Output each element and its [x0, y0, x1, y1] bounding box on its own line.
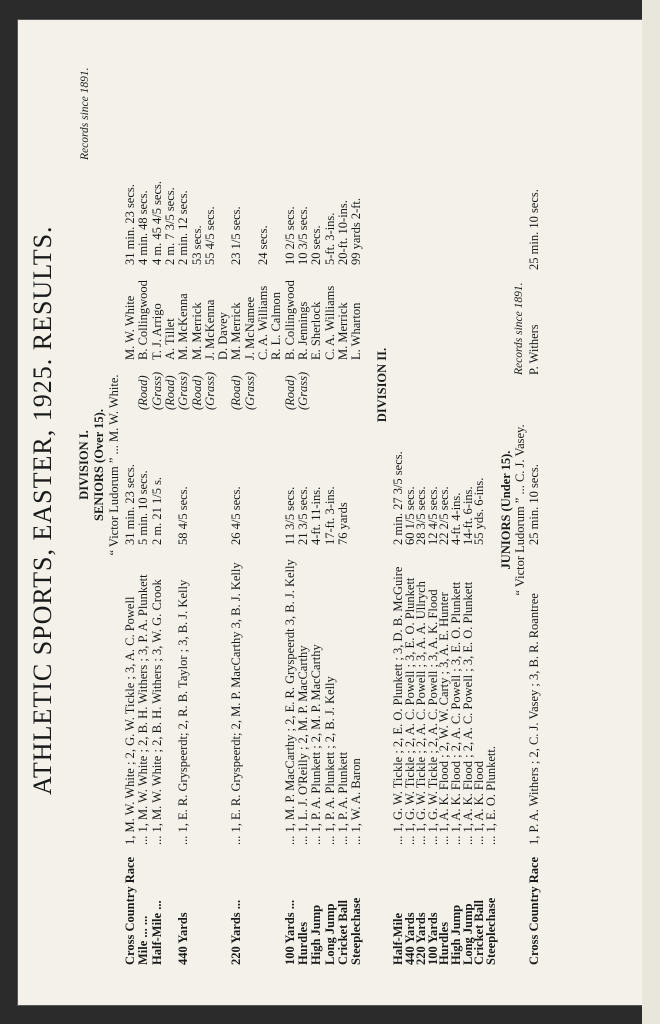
row-rec-holder: J. McKenna: [202, 299, 217, 360]
row-rec-type: (Road): [136, 375, 151, 410]
row-event: Mile ... ...: [136, 915, 151, 965]
row-placings: ... 1, P. A. Plunkett ; 2, B. J. Kelly: [322, 676, 337, 845]
juniors-victor: “ Victor Ludorum ” ... C. J. Vasey.: [513, 424, 527, 596]
page-title: ATHLETIC SPORTS, EASTER, 1925. RESULTS.: [28, 225, 57, 795]
row-result: 76 yards: [335, 502, 350, 545]
row-event: Half-Mile ...: [149, 900, 164, 965]
row-result: 60 1/5 secs.: [402, 486, 417, 545]
row-event: High Jump: [449, 904, 463, 965]
div1-sub: SENIORS (Over 15).: [92, 409, 106, 521]
row-event: Hurdles: [295, 921, 310, 965]
row-event: 440 Yards: [402, 912, 417, 965]
row-rec-holder: B. Collingwood: [282, 280, 297, 360]
row-placings: ... 1, G. W. Tickle ; 2, A. C. Powell ; 3, A. K. Flood: [425, 589, 440, 845]
row-event: Cricket Ball: [335, 900, 350, 965]
row-rec-value: 20 secs.: [309, 225, 324, 265]
row-rec-holder: R. L. Calmon: [269, 291, 284, 360]
row-rec-value: 4 m. 45 4/5 secs.: [149, 180, 164, 265]
juniors-rec-holder: P. Withers: [527, 324, 541, 375]
row-result: 31 min. 23 secs.: [123, 464, 137, 545]
page-edge: [642, 0, 660, 1024]
row-rec-value: 24 secs.: [256, 225, 270, 265]
row-placings: ... 1, L. J. O'Reilly ; 2, M. P. MacCarthy: [295, 645, 310, 845]
div1-victor: “ Victor Ludorum ” ... M. W. White.: [107, 374, 121, 556]
row-placings: ... 1, A. K. Flood: [472, 760, 487, 845]
row-rec-holder: C. A. Williams: [256, 285, 270, 360]
row-placings: ... 1, A. K. Flood ; 2, A. C. Powell ; 3, E. O. Plunkett: [460, 581, 475, 845]
row-rec-holder: D. Davey: [216, 312, 231, 360]
row-placings: ... 1, G. W. Tickle ; 2, A. C. Powell ; 3, E. O. Plunkett: [402, 577, 417, 845]
juniors-heading: JUNIORS (Under 15).: [499, 450, 513, 570]
row-event: Cricket Ball: [472, 900, 487, 965]
div2-heading: DIVISION II.: [375, 347, 389, 423]
row-rec-holder: A. Tillet: [162, 318, 177, 360]
row-rec-value: 2 m. 7 3/5 secs.: [162, 187, 177, 265]
row-event: 220 Yards ...: [229, 899, 244, 965]
row-placings: ... 1, A. K. Flood ; 2, W. W. Carty ; 3, A. E. Hunter: [437, 592, 452, 845]
row-placings: ... 1, G. W. Tickle ; 2, E. O. Plunkett ; 3, D. B. McGuire: [391, 566, 405, 845]
row-rec-value: 53 secs.: [189, 225, 204, 265]
row-result: 14-ft. 6-ins.: [460, 486, 475, 545]
juniors-rec-value: 25 min. 10 secs.: [527, 189, 541, 270]
row-placings: ... 1, M. P. MacCarthy ; 2, E. R. Gryspeerdt 3, B. J. Kelly: [282, 559, 297, 845]
row-event: 440 Yards: [176, 912, 191, 965]
row-result: 21 3/5 secs.: [295, 486, 310, 545]
div1-heading: DIVISION I.: [77, 430, 91, 500]
row-rec-holder: M. W. White: [123, 295, 137, 360]
row-rec-holder: B. Collingwood: [136, 280, 151, 360]
row-rec-value: 2 min. 12 secs.: [176, 190, 191, 265]
row-rec-value: 31 min. 23 secs.: [123, 184, 137, 265]
row-result: 28 3/5 secs.: [414, 486, 429, 545]
row-event: 100 Yards ...: [282, 899, 297, 965]
row-event: 220 Yards: [414, 912, 429, 965]
juniors-result: 25 min. 10 secs.: [527, 464, 541, 545]
row-rec-value: 10 2/5 secs.: [282, 206, 297, 265]
row-rec-type: (Road): [229, 375, 244, 410]
row-rec-holder: M. Merrick: [335, 302, 350, 360]
row-rec-holder: M. Merrick: [189, 302, 204, 360]
row-rec-value: 20-ft. 10-ins.: [335, 200, 350, 265]
row-event: Half-Mile: [391, 912, 405, 965]
row-result: 4-ft. 4-ins.: [449, 492, 463, 545]
row-placings: ... 1, M. W. White ; 2, B. H. Withers ; 3, P. A. Plunkett: [136, 574, 151, 845]
records-since-top: Records since 1891.: [79, 67, 91, 160]
row-result: 2 m. 21 1/5 s.: [149, 476, 164, 545]
row-rec-holder: L. Wharton: [349, 302, 364, 360]
row-placings: ... 1, P. A. Plunkett ; 2, M. P. MacCarthy: [309, 644, 324, 845]
row-rec-type: (Road): [282, 375, 297, 410]
row-rec-holder: E. Sherlock: [309, 301, 324, 360]
juniors-records-since: Records since 1891.: [513, 282, 525, 375]
row-result: 4-ft. 11-ins.: [309, 486, 324, 545]
row-placings: ... 1, G. W. Tickle ; 2, A. C. Powell ; 3, A. A. Ullrych: [414, 581, 429, 845]
row-rec-type: (Road): [189, 375, 204, 410]
row-result: 11 3/5 secs.: [282, 486, 297, 545]
row-result: 22 2/5 secs.: [437, 486, 452, 545]
juniors-placings: 1, P. A. Withers ; 2, C. J. Vasey ; 3, B. R. Roantree: [527, 593, 541, 845]
row-rec-holder: R. Jennings: [295, 301, 310, 360]
row-rec-type: (Grass): [202, 371, 217, 410]
row-placings: ... 1, E. O. Plunkett.: [483, 746, 498, 845]
row-placings: ... 1, P. A. Plunkett: [335, 751, 350, 845]
row-result: 12 4/5 secs.: [425, 486, 440, 545]
row-rec-value: 5-ft. 3-ins.: [322, 212, 337, 265]
row-rec-type: (Road): [162, 375, 177, 410]
row-event: Long Jump: [460, 903, 475, 965]
row-rec-holder: M. Merrick: [229, 302, 244, 360]
row-event: High Jump: [309, 904, 324, 965]
row-rec-type: (Grass): [242, 371, 257, 410]
row-result: 26 4/5 secs.: [229, 486, 244, 545]
row-result: 5 min. 10 secs.: [136, 470, 151, 545]
row-event: Steeplechase: [349, 897, 364, 965]
juniors-event: Cross Country Race: [527, 856, 541, 965]
row-placings: ... 1, A. K. Flood ; 2, A. C. Powell ; 3, E. O. Plunkett: [449, 581, 463, 845]
row-rec-value: 55 4/5 secs.: [202, 206, 217, 265]
row-placings: ... 1, W. A. Baron: [349, 758, 364, 845]
row-event: Long Jump: [322, 903, 337, 965]
row-result: 58 4/5 secs.: [176, 486, 191, 545]
row-event: 100 Yards: [425, 912, 440, 965]
row-result: 55 yds. 6-ins.: [472, 477, 487, 545]
row-placings: ... 1, E. R. Gryspeerdt; 2, R. B. Taylor ; 3, B. J. Kelly: [176, 579, 191, 845]
row-rec-type: (Grass): [176, 371, 191, 410]
row-placings: ... 1, E. R. Gryspeerdt; 2, M. P. MacCarthy 3, B. J. Kelly: [229, 562, 244, 845]
row-rec-value: 10 3/5 secs.: [295, 206, 310, 265]
row-rec-holder: C. A. Williams: [322, 285, 337, 360]
row-event: Cross Country Race: [123, 856, 137, 965]
row-rec-value: 4 min. 48 secs.: [136, 190, 151, 265]
row-event: Steeplechase: [483, 897, 498, 965]
row-placings: ... 1, M. W. White ; 2, B. H. Withers ; 3, W. G. Crook: [149, 579, 164, 845]
row-rec-holder: M. McKenna: [176, 293, 191, 360]
row-event: Hurdles: [437, 921, 452, 965]
row-placings: 1, M. W. White ; 2, G. W. Tickle ; 3, A. C. Powell: [123, 596, 137, 845]
row-rec-holder: T. J. Arrigo: [149, 303, 164, 360]
row-rec-value: 23 1/5 secs.: [229, 206, 244, 265]
row-result: 17-ft. 3-ins.: [322, 486, 337, 545]
row-rec-type: (Grass): [149, 371, 164, 410]
row-rec-holder: J. McNamee: [242, 296, 257, 360]
row-rec-type: (Grass): [295, 371, 310, 410]
row-result: 2 min. 27 3/5 secs.: [391, 451, 405, 545]
row-rec-value: 99 yards 2-ft.: [349, 198, 364, 265]
